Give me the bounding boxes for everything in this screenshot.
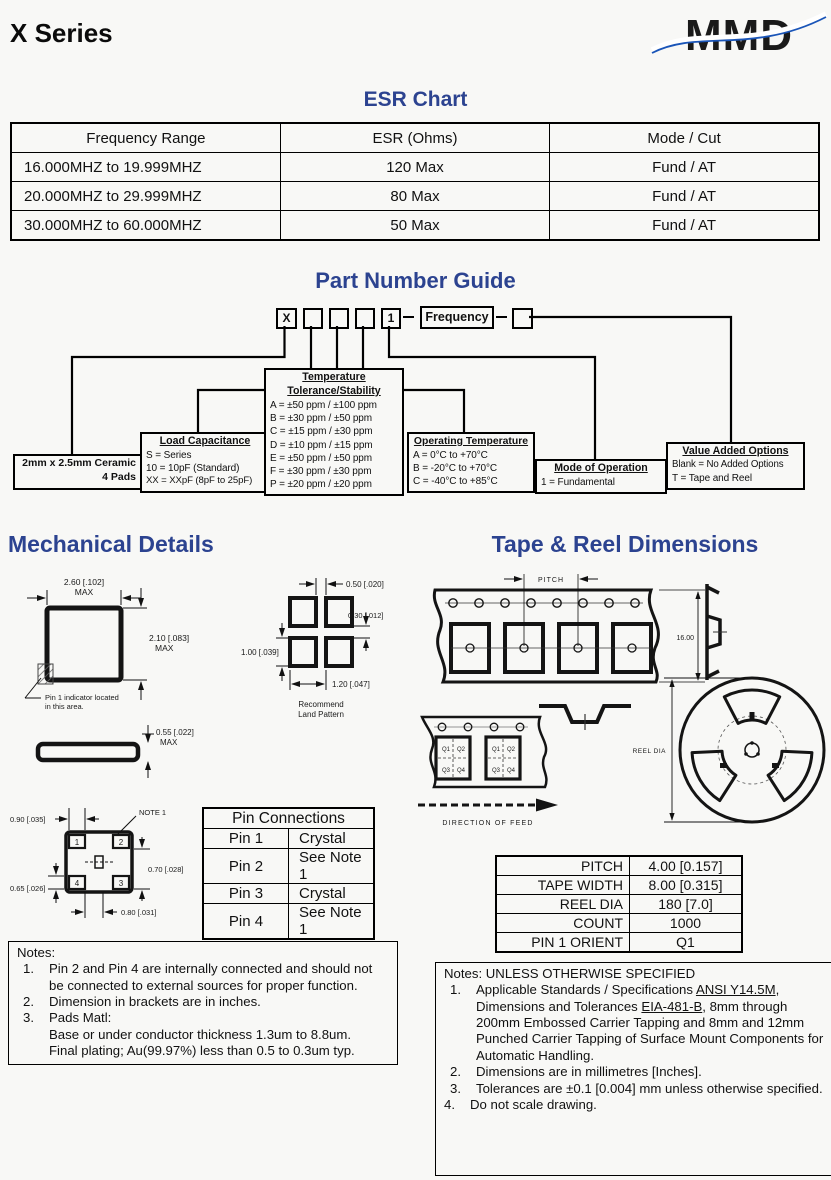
land-pattern-dim-bottom: 1.20 [.047]	[332, 680, 370, 689]
pin-connections-table	[202, 807, 375, 940]
bottom-view-dim-top: 0.90 [.035]	[10, 815, 46, 824]
note-text-segment: , Dimensions and Tolerances	[476, 982, 780, 1014]
esr-cell: 16.000MHZ to 19.999MHZ	[11, 153, 280, 182]
pn-box-mode: 1	[381, 308, 401, 329]
esr-header-frequency: Frequency Range	[11, 123, 280, 153]
dim-value: 180 [7.0]	[630, 895, 743, 914]
note-text	[476, 982, 831, 1064]
load-capacitance-title: Load Capacitance	[159, 435, 251, 447]
bottom-view-pin2-label: 2	[118, 838, 124, 847]
note-number: 1.	[450, 982, 461, 998]
mechanical-notes-box	[8, 941, 398, 1065]
pn-dash	[403, 316, 414, 318]
eia-standard-ref: EIA-481-B	[641, 998, 703, 1014]
note-number: 2.	[450, 1064, 461, 1080]
note-text: Tolerances are ±0.1 [0.004] mm unless otherwise specified.	[476, 1080, 823, 1096]
pin-table-row	[203, 849, 374, 884]
note-text: Dimension in brackets are in inches.	[49, 994, 261, 1010]
package-side-view-drawing	[30, 722, 215, 780]
land-pattern-dim-left: 1.00 [.039]	[241, 648, 279, 657]
esr-table	[10, 122, 820, 241]
temperature-tolerance-option: F = ±30 ppm / ±30 ppm	[270, 465, 372, 477]
temperature-tolerance-option: E = ±50 ppm / ±50 ppm	[270, 452, 372, 464]
tape-reel-title: Tape & Reel Dimensions	[491, 531, 759, 557]
tape-reel-note-4	[444, 1097, 831, 1113]
top-view-width-dim: 2.60 [.102]	[63, 577, 105, 587]
land-pattern-dim-top: 0.50 [.020]	[346, 580, 384, 589]
dim-table-row	[496, 933, 742, 953]
land-pattern-dim-right: 0.30 [.012]	[348, 611, 384, 620]
value-added-option: T = Tape and Reel	[672, 472, 752, 484]
esr-row	[11, 182, 819, 211]
operating-temperature-box	[407, 432, 535, 493]
operating-temperature-option: C = -40°C to +85°C	[413, 476, 498, 488]
bottom-view-dim-right: 0.70 [.028]	[148, 865, 184, 874]
top-view-height-max: MAX	[155, 643, 174, 653]
quadrant-q3-label: Q3	[491, 768, 501, 774]
value-added-options-box	[666, 442, 805, 490]
tape-reel-dim-table	[495, 855, 743, 953]
temperature-tolerance-option: B = ±30 ppm / ±50 ppm	[270, 413, 372, 425]
tape-reel-notes-heading: Notes: UNLESS OTHERWISE SPECIFIED	[444, 966, 696, 981]
note-text: Pads Matl:	[49, 1010, 112, 1026]
esr-cell: Fund / AT	[550, 182, 819, 211]
quadrant-q4-label: Q4	[506, 768, 516, 774]
bottom-view-pin3-label: 3	[118, 879, 124, 888]
pin-cell: Crystal	[289, 884, 375, 904]
note-number: 4.	[444, 1096, 455, 1112]
esr-chart-title: ESR Chart	[363, 88, 468, 111]
dim-label: COUNT	[496, 914, 630, 933]
temperature-tolerance-title-2: Tolerance/Stability	[287, 384, 381, 397]
tape-height-dim: 16.00	[676, 635, 694, 642]
operating-temperature-title: Operating Temperature	[413, 436, 529, 447]
reel-dia-label: REEL DIA	[632, 748, 666, 755]
note-number: 3.	[450, 1080, 461, 1096]
note-number: 2.	[23, 994, 34, 1010]
dim-value: 4.00 [0.157]	[630, 856, 743, 876]
esr-cell: Fund / AT	[550, 211, 819, 241]
esr-cell: 80 Max	[280, 182, 549, 211]
pin-table-row	[203, 904, 374, 940]
note-text: Do not scale drawing.	[470, 1096, 597, 1112]
bottom-view-pin1-label: 1	[74, 838, 80, 847]
load-capacitance-option: 10 = 10pF (Standard)	[146, 463, 240, 475]
mode-of-operation-option: 1 = Fundamental	[541, 476, 615, 488]
quadrant-q1-label: Q1	[441, 747, 451, 753]
mechanical-note-3b: Final plating; Au(99.97%) less than 0.5 to 0.3um typ.	[49, 1043, 355, 1059]
page-title: X Series	[10, 18, 113, 48]
esr-row	[11, 211, 819, 241]
note-text-segment: Applicable Standards / Specifications	[476, 982, 696, 998]
pn-box-operating-temp	[355, 308, 375, 329]
ansi-standard-ref: ANSI Y14.5M	[695, 982, 776, 998]
pn-box-frequency: Frequency	[420, 306, 494, 329]
dim-table-row	[496, 876, 742, 895]
dim-label: PIN 1 ORIENT	[496, 933, 630, 953]
esr-cell: 20.000MHZ to 29.999MHZ	[11, 182, 280, 211]
pn-box-load-capacitance	[303, 308, 323, 329]
package-top-view-drawing	[15, 572, 230, 712]
tape-reel-note-1	[444, 982, 831, 1064]
dim-value: Q1	[630, 933, 743, 953]
pin-table-row	[203, 884, 374, 904]
pin-table-header-row	[203, 808, 374, 829]
dim-value: 8.00 [0.315]	[630, 876, 743, 895]
load-capacitance-box	[140, 432, 270, 493]
reel-drawing	[612, 668, 827, 836]
bottom-view-note1-label: NOTE 1	[139, 808, 167, 817]
esr-cell: 50 Max	[280, 211, 549, 241]
esr-header-row	[11, 123, 819, 153]
dim-value: 1000	[630, 914, 743, 933]
pin-cell: Pin 3	[203, 884, 289, 904]
top-view-height-dim: 2.10 [.083]	[149, 633, 190, 643]
mode-of-operation-box	[535, 459, 667, 494]
top-view-width-max: MAX	[74, 587, 94, 597]
land-pattern-caption-line2: Land Pattern	[298, 710, 344, 719]
pin-cell: Pin 1	[203, 829, 289, 849]
temperature-tolerance-option: A = ±50 ppm / ±100 ppm	[270, 399, 377, 411]
temperature-tolerance-option: D = ±10 ppm / ±15 ppm	[270, 439, 373, 451]
esr-cell: Fund / AT	[550, 153, 819, 182]
dim-label: REEL DIA	[496, 895, 630, 914]
pn-box-value-added	[512, 308, 533, 329]
quadrant-q2-label: Q2	[456, 747, 466, 753]
dim-table-row	[496, 914, 742, 933]
pin-cell: Pin 4	[203, 904, 289, 940]
tape-reel-notes-box	[435, 962, 831, 1176]
bottom-view-dim-bottom: 0.80 [.031]	[121, 908, 157, 917]
operating-temperature-option: A = 0°C to +70°C	[413, 449, 488, 461]
quadrant-q4-label: Q4	[456, 768, 466, 774]
pn-dash	[496, 316, 507, 318]
note-text-segment: , 8mm through 200mm Embossed Carrier Tapping and 8mm and 12mm Punched Carrier Tapping of Surface Mount Components for Automatic Handling.	[476, 998, 824, 1063]
side-view-max: MAX	[160, 738, 178, 747]
dim-table-row	[496, 895, 742, 914]
tape-reel-note-3	[444, 1081, 831, 1097]
pin1-indicator-note-line1: Pin 1 indicator located	[45, 693, 119, 702]
land-pattern-caption-line1: Recommend	[298, 700, 344, 709]
temperature-tolerance-title-1: Temperature	[302, 371, 366, 383]
dim-table-row	[496, 856, 742, 876]
mechanical-note-3	[17, 1010, 389, 1026]
mechanical-note-1	[17, 961, 389, 994]
note-text: Dimensions are in millimetres [Inches].	[476, 1064, 702, 1080]
mmd-logo	[650, 6, 828, 62]
pin-cell: Crystal	[289, 829, 375, 849]
note-number: 3.	[23, 1010, 34, 1026]
quadrant-q3-label: Q3	[441, 768, 451, 774]
load-capacitance-option: XX = XXpF (8pF to 25pF)	[146, 475, 253, 487]
side-view-dim: 0.55 [.022]	[156, 728, 194, 737]
tape-reel-note-2	[444, 1064, 831, 1080]
mechanical-note-2	[17, 994, 389, 1010]
mechanical-notes-heading: Notes:	[17, 945, 56, 960]
mmd-logo-text: MMD	[684, 11, 794, 60]
quadrant-q2-label: Q2	[506, 747, 516, 753]
value-added-option: Blank = No Added Options	[672, 458, 784, 470]
quadrant-q1-label: Q1	[491, 747, 501, 753]
mechanical-details-title: Mechanical Details	[8, 531, 214, 557]
pin-table-title: Pin Connections	[203, 808, 374, 829]
bottom-view-pin4-label: 4	[74, 879, 80, 888]
pin-table-row	[203, 829, 374, 849]
dim-label: PITCH	[496, 856, 630, 876]
pn-box-series: X	[276, 308, 297, 329]
dim-label: TAPE WIDTH	[496, 876, 630, 895]
pin-cell: See Note 1	[289, 849, 375, 884]
esr-cell: 120 Max	[280, 153, 549, 182]
direction-of-feed-label: DIRECTION OF FEED	[442, 820, 534, 827]
mode-of-operation-title: Mode of Operation	[554, 462, 648, 474]
note-text: Pin 2 and Pin 4 are internally connected and should not be connected to external sources for proper function.	[49, 961, 373, 993]
esr-header-mode: Mode / Cut	[550, 123, 819, 153]
land-pattern-drawing	[240, 568, 400, 720]
mechanical-note-3a: Base or under conductor thickness 1.3um to 8.8um.	[49, 1026, 352, 1042]
esr-header-esr: ESR (Ohms)	[280, 123, 549, 153]
package-line1: 2mm x 2.5mm Ceramic	[22, 457, 136, 469]
note-number: 1.	[23, 961, 34, 977]
pin1-indicator-note-line2: in this area.	[45, 702, 84, 711]
temperature-tolerance-box	[264, 368, 404, 496]
package-box	[13, 454, 142, 490]
esr-cell: 30.000MHZ to 60.000MHZ	[11, 211, 280, 241]
esr-row	[11, 153, 819, 182]
temperature-tolerance-option: C = ±15 ppm / ±30 ppm	[270, 426, 373, 438]
package-line2: 4 Pads	[102, 470, 136, 483]
bottom-view-dim-left: 0.65 [.026]	[10, 884, 46, 893]
temperature-tolerance-option: P = ±20 ppm / ±20 ppm	[270, 479, 372, 491]
pin-cell: See Note 1	[289, 904, 375, 940]
load-capacitance-option: S = Series	[146, 449, 192, 461]
value-added-options-title: Value Added Options	[682, 445, 789, 457]
tape-pitch-label: PITCH	[538, 577, 564, 584]
part-number-guide-title: Part Number Guide	[315, 268, 516, 293]
pin-cell: Pin 2	[203, 849, 289, 884]
operating-temperature-option: B = -20°C to +70°C	[413, 462, 498, 474]
package-bottom-view-drawing	[8, 792, 203, 932]
pn-box-temperature	[329, 308, 349, 329]
